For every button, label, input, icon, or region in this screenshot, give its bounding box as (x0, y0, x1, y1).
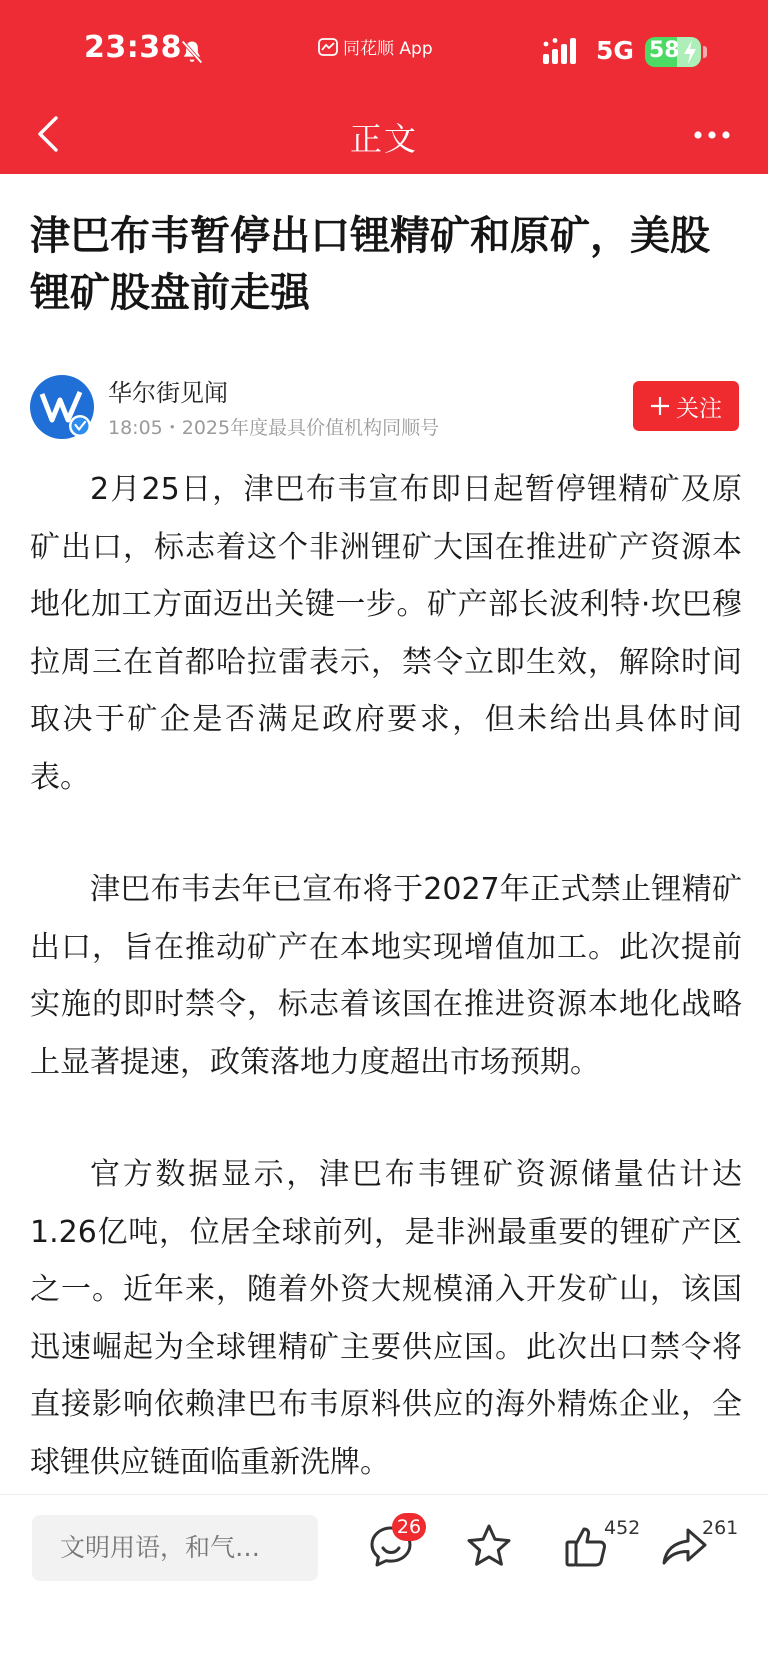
author-name[interactable]: 华尔街见闻 (108, 379, 228, 407)
article-paragraph: 2月25日，津巴布韦宣布即日起暂停锂精矿及原矿出口，标志着这个非洲锂矿大国在推进矿产资源本地化加工方面迈出关键一步。矿产部长波利特·坎巴穆拉周三在首都哈拉雷表示，禁令立即生效，解除时间取决于矿企是否满足政府要求，但未给出具体时间表。 (30, 472, 742, 795)
article-body (30, 461, 742, 1498)
article-headline: 津巴布韦暂停出口锂精矿和原矿，美股锂矿股盘前走强 (30, 213, 710, 316)
favorite-button[interactable] (464, 1521, 518, 1575)
like-count: 452 (604, 1517, 641, 1539)
follow-button[interactable] (633, 381, 739, 431)
article-paragraph: 津巴布韦去年已宣布将于2027年正式禁止锂精矿出口，旨在推动矿产在本地实现增值加工。此次提前实施的即时禁令，标志着该国在推进资源本地化战略上显著提速，政策落地力度超出市场预期。 (30, 872, 742, 1080)
bell-muted-icon (178, 38, 206, 66)
follow-label: 关注 (676, 395, 722, 422)
plus-icon (650, 396, 670, 416)
star-icon (464, 1521, 514, 1571)
page-title: 正文 (349, 120, 418, 158)
status-time: 23:38 (84, 30, 182, 65)
battery-tip (703, 46, 707, 58)
source-app-indicator[interactable] (318, 34, 433, 59)
comment-count-badge: 26 (392, 1513, 426, 1541)
post-meta: 18:05・2025年度最具价值机构同顺号 (108, 417, 440, 439)
source-app-label: 同花顺 App (343, 39, 433, 59)
network-type: 5G (596, 36, 634, 65)
app-logo-icon (318, 38, 338, 56)
battery-icon (645, 37, 701, 67)
share-count: 261 (702, 1517, 739, 1539)
more-dots-icon (692, 118, 732, 152)
battery-percent: 58 (649, 38, 680, 63)
author-avatar[interactable] (29, 374, 95, 440)
comment-input[interactable]: 文明用语，和气… (32, 1515, 318, 1581)
bottom-action-bar (0, 1494, 768, 1666)
top-bar (0, 0, 768, 174)
more-options-button[interactable] (692, 118, 732, 152)
charging-bolt-icon (683, 40, 697, 64)
signal-strength-icon (543, 38, 585, 64)
article-paragraph: 官方数据显示，津巴布韦锂矿资源储量估计达1.26亿吨，位居全球前列，是非洲最重要的锂矿产区之一。近年来，随着外资大规模涌入开发矿山，该国迅速崛起为全球锂精矿主要供应国。此次出口禁令将直接影响依赖津巴布韦原料供应的海外精炼企业，全球锂供应链面临重新洗牌。 (30, 1157, 742, 1480)
